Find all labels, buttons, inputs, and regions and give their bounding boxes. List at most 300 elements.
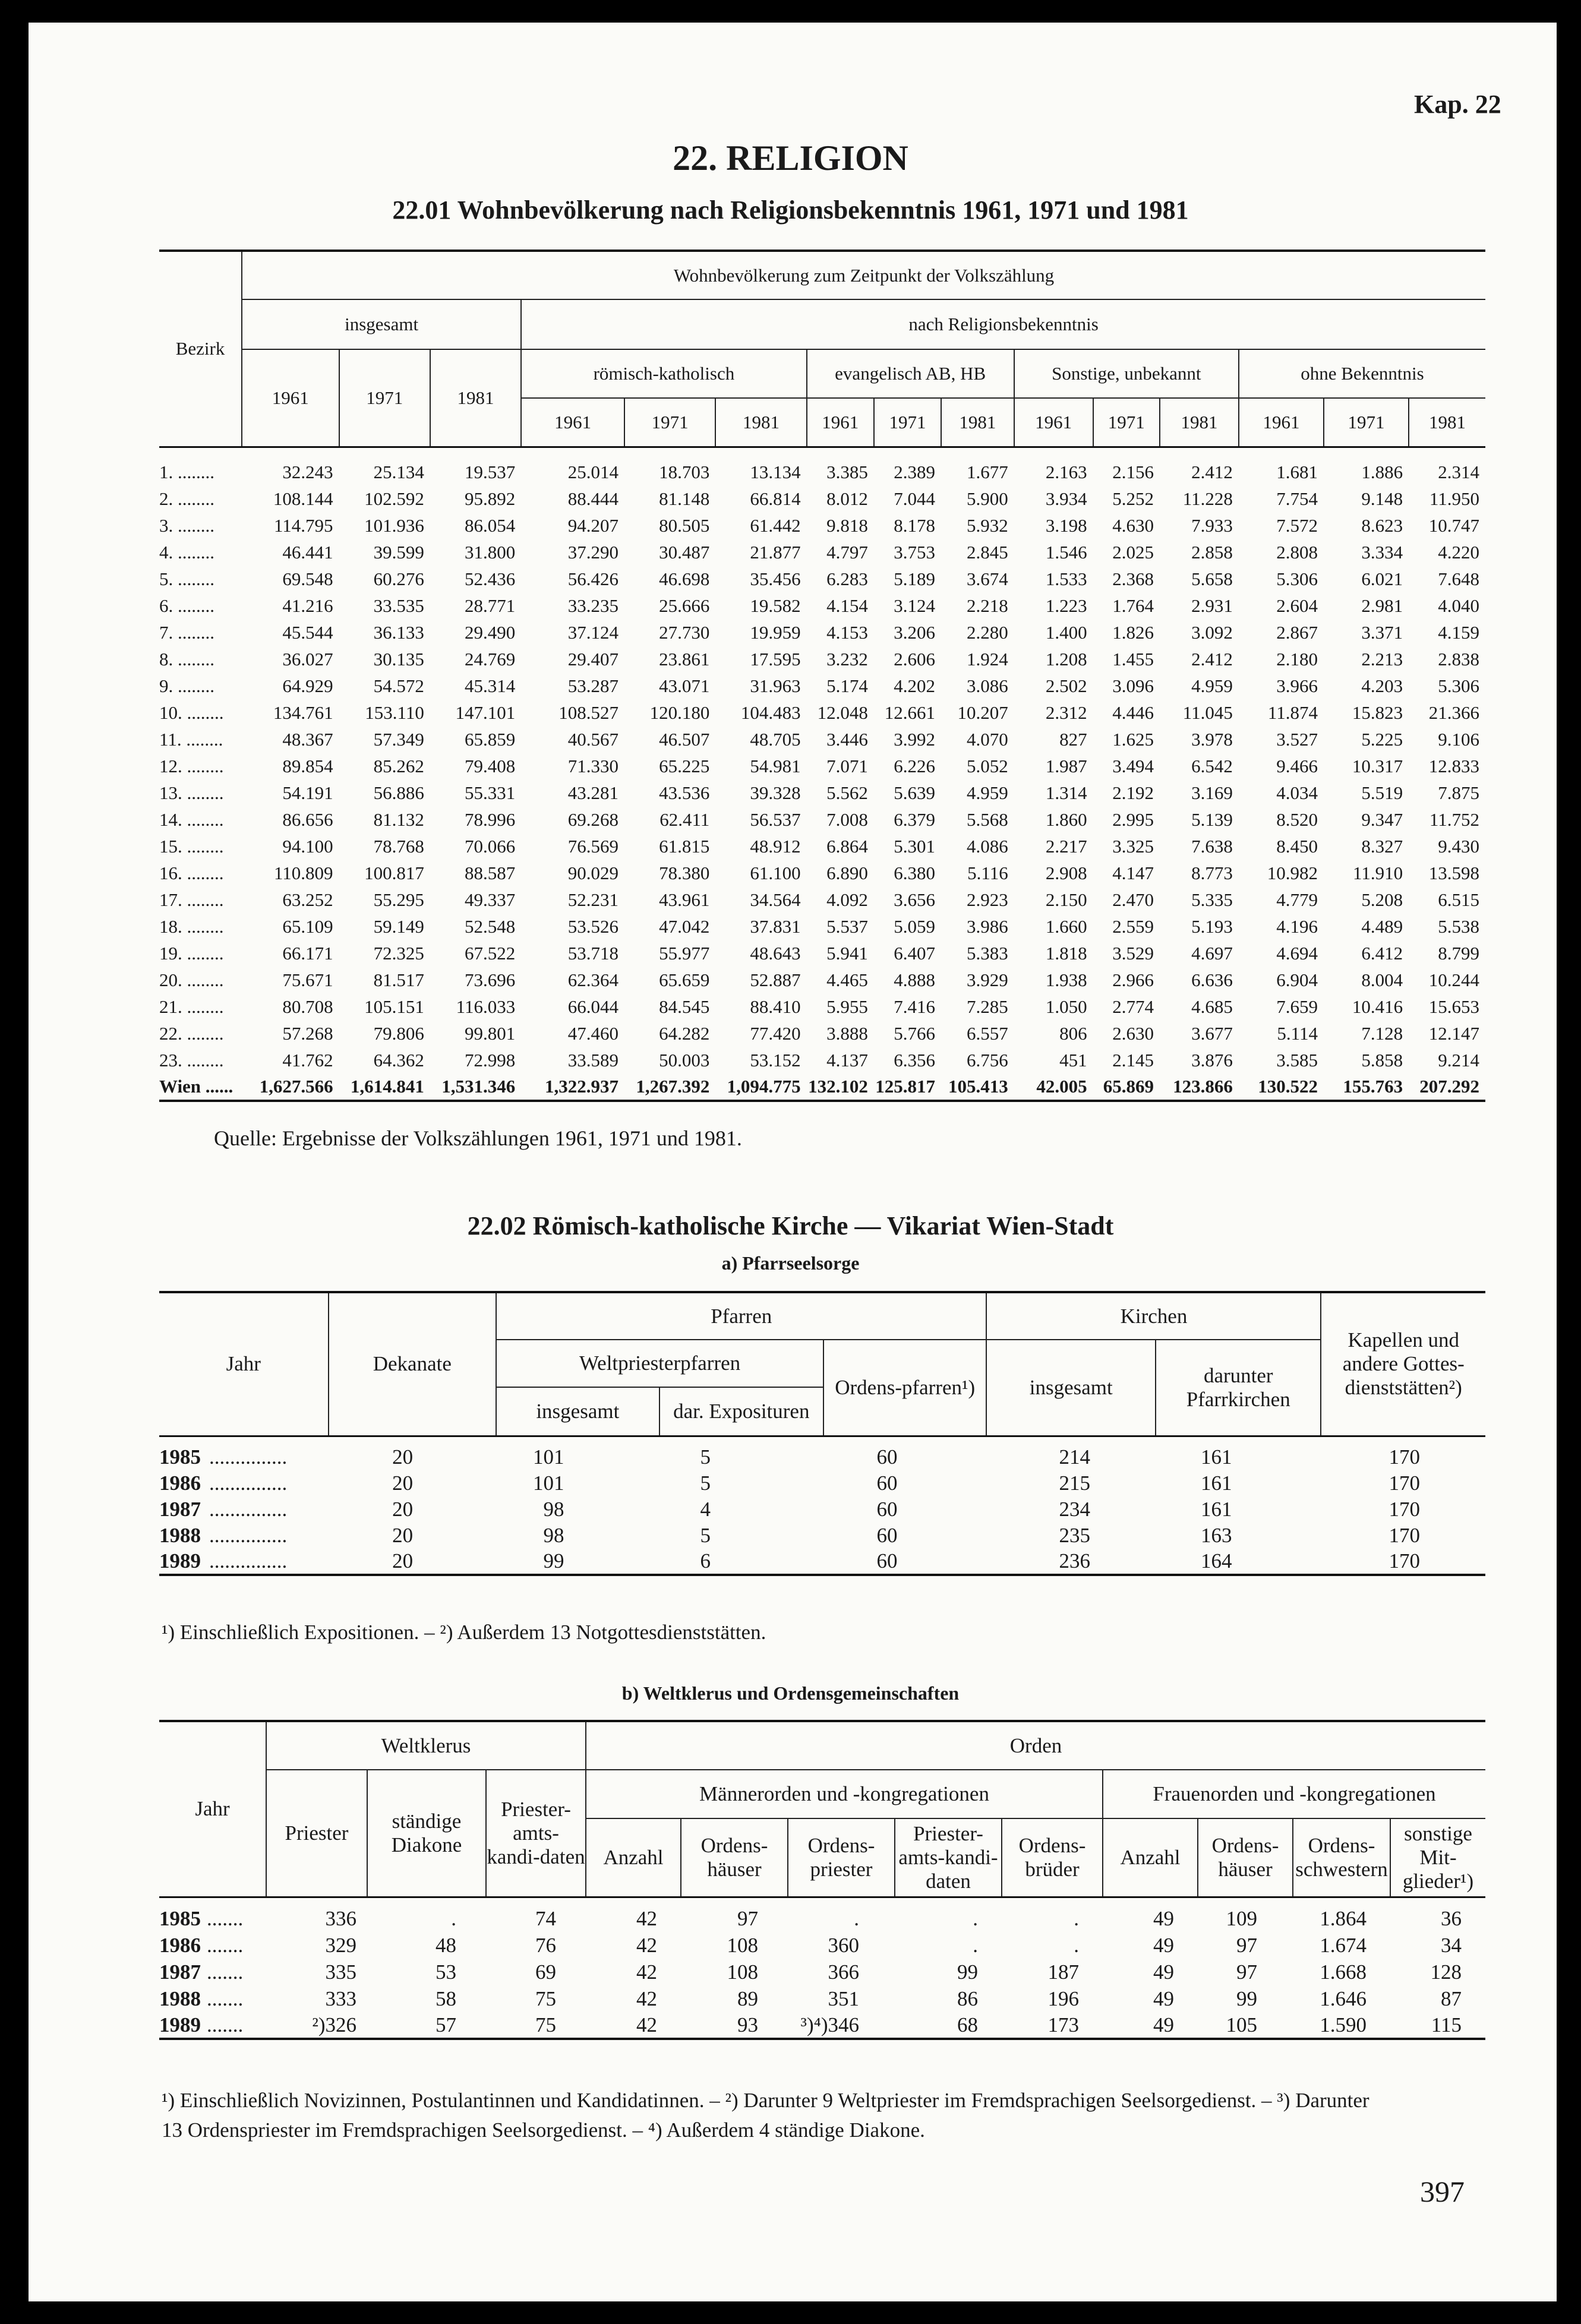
- leader-dots: .......: [207, 1960, 244, 1984]
- value-cell: 43.961: [659, 889, 710, 910]
- year-header: 1981: [430, 349, 521, 447]
- population-table: [159, 250, 1485, 1102]
- table-row: [159, 993, 1485, 1020]
- value-cell: 80.505: [659, 514, 710, 536]
- value-cell: 2.150: [1045, 889, 1087, 910]
- district-label: 23. ........: [159, 1049, 224, 1071]
- year-cell: [159, 1905, 266, 1932]
- value-cell: 6.379: [894, 809, 936, 830]
- value-cell: 1.764: [1112, 595, 1154, 616]
- value-cell: 3.934: [1045, 488, 1087, 509]
- value-cell: 336: [325, 1906, 356, 1930]
- value-cell: 45.544: [282, 621, 333, 643]
- value-cell: 10.982: [1267, 862, 1318, 883]
- value-cell: 2.163: [1045, 461, 1087, 482]
- value-cell: 69.268: [567, 809, 618, 830]
- value-cell: 30.135: [373, 648, 424, 670]
- value-cell: 163: [1200, 1524, 1232, 1547]
- value-cell: 2.966: [1112, 969, 1154, 990]
- col-header: sonstige Mit-glieder¹): [1390, 1818, 1485, 1897]
- table2-footnote: ¹) Einschließlich Expositionen. – ²) Außerdem 13 Notgottesdienststätten.: [162, 1621, 766, 1644]
- value-cell: 3.385: [826, 461, 868, 482]
- value-cell: 66.044: [567, 996, 618, 1017]
- table-row: [159, 1470, 1485, 1496]
- value-cell: 60.276: [373, 568, 424, 589]
- value-cell: 8.799: [1438, 942, 1479, 964]
- value-cell: 95.892: [464, 488, 516, 509]
- table-row: [159, 1959, 1485, 1985]
- value-cell: 5.519: [1361, 782, 1403, 803]
- table-row: [159, 539, 1485, 566]
- value-cell: 89: [737, 1987, 758, 2010]
- value-cell: 4.779: [1276, 889, 1318, 910]
- value-cell: 2.470: [1112, 889, 1154, 910]
- value-cell: 52.436: [464, 568, 516, 589]
- total-cell: 105.413: [941, 1073, 1014, 1101]
- col-header: Priester-amts-kandi-daten: [895, 1818, 1002, 1897]
- table-row: [159, 1444, 1485, 1470]
- value-cell: 60: [876, 1498, 898, 1521]
- value-cell: 10.747: [1428, 514, 1479, 536]
- value-cell: 4.203: [1361, 675, 1403, 696]
- spacer-row: [159, 1436, 1485, 1444]
- value-cell: 173: [1002, 2012, 1103, 2039]
- value-cell: 10.244: [1428, 969, 1479, 990]
- value-cell: 55.331: [464, 782, 516, 803]
- total-cell: 130.522: [1239, 1073, 1324, 1101]
- value-cell: 7.416: [894, 996, 936, 1017]
- value-cell: 79.408: [464, 755, 516, 776]
- value-cell: 52.548: [464, 915, 516, 937]
- value-cell: 36: [1441, 1906, 1462, 1930]
- value-cell: 170: [1388, 1524, 1420, 1547]
- year-cell: [159, 1523, 329, 1549]
- value-cell: 1.533: [1045, 568, 1087, 589]
- value-cell: 2.312: [1045, 702, 1087, 723]
- table-row: [159, 1496, 1485, 1523]
- value-cell: 2.845: [966, 541, 1008, 563]
- value-cell: 1.455: [1112, 648, 1154, 670]
- year-label: 1987: [159, 1498, 201, 1521]
- value-cell: 87: [1441, 1987, 1462, 2010]
- total-cell: 207.292: [1409, 1073, 1485, 1101]
- ordenspfarren-header: Ordens-pfarren¹): [823, 1340, 986, 1436]
- value-cell: 6.890: [826, 862, 868, 883]
- value-cell: 48: [436, 1933, 456, 1957]
- pfarrkirchen-header: darunter Pfarrkirchen: [1156, 1340, 1321, 1436]
- value-cell: 88.444: [567, 488, 618, 509]
- total-cell: 42.005: [1014, 1073, 1093, 1101]
- value-cell: 3.334: [1361, 541, 1403, 563]
- value-cell: 4.797: [826, 541, 868, 563]
- value-cell: 100.817: [364, 862, 424, 883]
- value-cell: 170: [1388, 1445, 1420, 1469]
- value-cell: 4.154: [826, 595, 868, 616]
- value-cell: 70.066: [464, 835, 516, 857]
- value-cell: 1.546: [1045, 541, 1087, 563]
- col-header: Anzahl: [1103, 1818, 1198, 1897]
- year-subheader: 1981: [1409, 398, 1485, 447]
- value-cell: 5.383: [966, 942, 1008, 964]
- value-cell: 97: [1236, 1960, 1257, 1984]
- value-cell: 11.045: [1182, 702, 1233, 723]
- district-label: 5. ........: [159, 568, 214, 589]
- value-cell: 4.685: [1191, 996, 1233, 1017]
- value-cell: 7.659: [1276, 996, 1318, 1017]
- total-cell: 1,267.392: [624, 1073, 715, 1101]
- value-cell: 20: [392, 1524, 414, 1547]
- value-cell: 1.208: [1045, 648, 1087, 670]
- value-cell: 97: [1236, 1933, 1257, 1957]
- value-cell: 5.189: [894, 568, 936, 589]
- value-cell: 36.133: [373, 621, 424, 643]
- value-cell: 94.100: [282, 835, 333, 857]
- pfarrseelsorge-table: [159, 1291, 1485, 1576]
- year-cell: [159, 1470, 329, 1496]
- value-cell: 5.568: [966, 809, 1008, 830]
- value-cell: 2.412: [1191, 648, 1233, 670]
- value-cell: 41.216: [282, 595, 333, 616]
- col-header: Priester: [266, 1770, 367, 1897]
- maennerorden-header: Männerorden und -kongregationen: [586, 1770, 1103, 1818]
- value-cell: 101: [533, 1472, 564, 1495]
- value-cell: 46.507: [659, 728, 710, 750]
- value-cell: 2.389: [894, 461, 936, 482]
- district-label: 15. ........: [159, 835, 224, 857]
- table-row: [159, 459, 1485, 485]
- value-cell: 74: [535, 1906, 556, 1930]
- value-cell: 5: [700, 1472, 711, 1495]
- spacer-cell: [159, 1436, 1485, 1444]
- value-cell: 12.833: [1428, 755, 1479, 776]
- value-cell: 94.207: [567, 514, 618, 536]
- value-cell: 43.536: [659, 782, 710, 803]
- value-cell: 11.910: [1353, 862, 1403, 883]
- bezirk-header: Bezirk: [159, 251, 242, 447]
- value-cell: 1.938: [1045, 969, 1087, 990]
- total-cell: 123.866: [1160, 1073, 1239, 1101]
- value-cell: 11.228: [1182, 488, 1233, 509]
- value-cell: 46.441: [282, 541, 333, 563]
- value-cell: 25.666: [659, 595, 710, 616]
- value-cell: 234: [1059, 1498, 1090, 1521]
- col-header: Anzahl: [586, 1818, 681, 1897]
- value-cell: 3.096: [1112, 675, 1154, 696]
- value-cell: 65.859: [464, 728, 516, 750]
- district-label: 7. ........: [159, 621, 214, 643]
- value-cell: 2.838: [1438, 648, 1479, 670]
- value-cell: 1.314: [1045, 782, 1087, 803]
- value-cell: 60: [823, 1549, 986, 1575]
- value-cell: 57.268: [282, 1022, 333, 1044]
- value-cell: 20: [392, 1445, 414, 1469]
- value-cell: 2.858: [1191, 541, 1233, 563]
- spacer-cell: [159, 1897, 1485, 1905]
- value-cell: 86: [957, 1987, 978, 2010]
- value-cell: 7.071: [826, 755, 868, 776]
- total-cell: 1,094.775: [715, 1073, 806, 1101]
- value-cell: 88.410: [750, 996, 801, 1017]
- value-cell: 5.932: [966, 514, 1008, 536]
- value-cell: 69.548: [282, 568, 333, 589]
- value-cell: .: [1074, 1933, 1079, 1957]
- value-cell: 86.656: [282, 809, 333, 830]
- value-cell: 11.874: [1267, 702, 1318, 723]
- district-label: 21. ........: [159, 996, 224, 1017]
- value-cell: 2.280: [966, 621, 1008, 643]
- value-cell: 1.050: [1045, 996, 1087, 1017]
- total-cell: 1,531.346: [430, 1073, 521, 1101]
- value-cell: 97: [737, 1906, 758, 1930]
- value-cell: 62.364: [567, 969, 618, 990]
- value-cell: 35.456: [750, 568, 801, 589]
- kapellen-header: Kapellen und andere Gottes-dienststätten²): [1321, 1292, 1485, 1436]
- year-label: 1988: [159, 1524, 201, 1547]
- value-cell: 62.411: [659, 809, 710, 830]
- frauenorden-header: Frauenorden und -kongregationen: [1103, 1770, 1485, 1818]
- value-cell: 8.004: [1361, 969, 1403, 990]
- value-cell: 23.861: [659, 648, 710, 670]
- value-cell: 89.854: [282, 755, 333, 776]
- value-cell: 81.148: [659, 488, 710, 509]
- table3-footnote-line2: 13 Ordenspriester im Fremdsprachigen Seelsorgedienst. – ⁴) Außerdem 4 ständige Diakone.: [162, 2118, 925, 2142]
- value-cell: 78.996: [464, 809, 516, 830]
- value-cell: 10.416: [1352, 996, 1403, 1017]
- value-cell: 33.589: [567, 1049, 618, 1071]
- col-header: Ordens-häuser: [1198, 1818, 1293, 1897]
- year-subheader: 1971: [1324, 398, 1409, 447]
- value-cell: 25.014: [567, 461, 618, 482]
- value-cell: 3.888: [826, 1022, 868, 1044]
- table-row: [159, 592, 1485, 619]
- total-label: Wien ......: [159, 1073, 242, 1101]
- year-subheader: 1981: [715, 398, 806, 447]
- value-cell: 4.070: [966, 728, 1008, 750]
- value-cell: 20: [392, 1472, 414, 1495]
- value-cell: 60: [876, 1445, 898, 1469]
- value-cell: 196: [1047, 1987, 1079, 2010]
- value-cell: 72.325: [373, 942, 424, 964]
- col-header: Ordens-schwestern: [1293, 1818, 1390, 1897]
- nach-header: nach Religionsbekenntnis: [521, 299, 1485, 349]
- value-cell: 101.936: [364, 514, 424, 536]
- value-cell: 8.773: [1191, 862, 1233, 883]
- value-cell: 19.959: [750, 621, 801, 643]
- district-label: 2. ........: [159, 488, 214, 509]
- value-cell: 366: [828, 1960, 859, 1984]
- value-cell: 46.698: [659, 568, 710, 589]
- value-cell: 85.262: [373, 755, 424, 776]
- value-cell: 19.582: [750, 595, 801, 616]
- value-cell: 5: [700, 1445, 711, 1469]
- value-cell: 1.860: [1045, 809, 1087, 830]
- value-cell: 47.042: [659, 915, 710, 937]
- value-cell: 3.527: [1276, 728, 1318, 750]
- table-row: [159, 1549, 1485, 1575]
- table-row: [159, 806, 1485, 833]
- table-row: [159, 485, 1485, 512]
- value-cell: 5.562: [826, 782, 868, 803]
- col-header: Ordens-brüder: [1002, 1818, 1103, 1897]
- value-cell: 57.349: [373, 728, 424, 750]
- value-cell: 6.407: [894, 942, 936, 964]
- value-cell: 827: [1059, 728, 1087, 750]
- value-cell: 2.559: [1112, 915, 1154, 937]
- value-cell: 2.630: [1112, 1022, 1154, 1044]
- district-label: 22. ........: [159, 1022, 224, 1044]
- expositionen-header: dar. Exposituren: [659, 1387, 823, 1436]
- value-cell: 99: [957, 1960, 978, 1984]
- value-cell: 57: [367, 2012, 486, 2039]
- table-row: [159, 1523, 1485, 1549]
- value-cell: 42: [636, 1960, 657, 1984]
- source-note: Quelle: Ergebnisse der Volkszählungen 1961, 1971 und 1981.: [214, 1126, 742, 1150]
- value-cell: 3.446: [826, 728, 868, 750]
- klerus-table: [159, 1720, 1485, 2040]
- value-cell: 5.225: [1361, 728, 1403, 750]
- value-cell: 5.193: [1191, 915, 1233, 937]
- value-cell: 1.660: [1045, 915, 1087, 937]
- value-cell: 134.761: [273, 702, 333, 723]
- orden-header: Orden: [586, 1721, 1485, 1770]
- value-cell: 39.599: [373, 541, 424, 563]
- group-header: Sonstige, unbekannt: [1014, 349, 1239, 398]
- value-cell: 5.116: [967, 862, 1008, 883]
- district-label: 12. ........: [159, 755, 224, 776]
- value-cell: 1.400: [1045, 621, 1087, 643]
- value-cell: 3.656: [894, 889, 936, 910]
- value-cell: 5.052: [966, 755, 1008, 776]
- value-cell: 1.864: [1320, 1906, 1367, 1930]
- value-cell: 8.012: [826, 488, 868, 509]
- leader-dots: ...............: [209, 1524, 288, 1547]
- value-cell: 19.537: [464, 461, 516, 482]
- value-cell: 21.366: [1428, 702, 1479, 723]
- value-cell: 98: [543, 1524, 564, 1547]
- value-cell: 4.202: [894, 675, 936, 696]
- value-cell: 109: [1226, 1906, 1257, 1930]
- top-header: Wohnbevölkerung zum Zeitpunkt der Volkszählung: [242, 251, 1485, 299]
- value-cell: 806: [1059, 1022, 1087, 1044]
- kirchen-header: Kirchen: [986, 1292, 1321, 1340]
- value-cell: 3.929: [966, 969, 1008, 990]
- page-number: 397: [1420, 2175, 1465, 2208]
- value-cell: 3.371: [1361, 621, 1403, 643]
- weltklerus-header: Weltklerus: [266, 1721, 586, 1770]
- value-cell: 2.192: [1112, 782, 1154, 803]
- table-row: [159, 860, 1485, 886]
- table-row: [159, 1020, 1485, 1047]
- value-cell: 4.220: [1438, 541, 1479, 563]
- table-row: [159, 512, 1485, 539]
- value-cell: 4.040: [1438, 595, 1479, 616]
- value-cell: 9.430: [1438, 835, 1479, 857]
- value-cell: 5.208: [1361, 889, 1403, 910]
- value-cell: 235: [1059, 1524, 1090, 1547]
- value-cell: .: [973, 1906, 978, 1930]
- value-cell: 15.653: [1428, 996, 1479, 1017]
- value-cell: 13.598: [1428, 862, 1479, 883]
- value-cell: 99.801: [464, 1022, 516, 1044]
- value-cell: 53.526: [567, 915, 618, 937]
- value-cell: 99: [496, 1549, 659, 1575]
- value-cell: 69: [535, 1960, 556, 1984]
- value-cell: 5.114: [1277, 1022, 1318, 1044]
- value-cell: 1.674: [1320, 1933, 1367, 1957]
- value-cell: 50.003: [659, 1049, 710, 1071]
- value-cell: 108.144: [273, 488, 333, 509]
- value-cell: 6.380: [894, 862, 936, 883]
- dekanate-header: Dekanate: [329, 1292, 497, 1436]
- value-cell: 32.243: [282, 461, 333, 482]
- total-row: [159, 1073, 1485, 1101]
- value-cell: 1.590: [1293, 2012, 1390, 2039]
- group-header: ohne Bekenntnis: [1239, 349, 1485, 398]
- value-cell: 56.426: [567, 568, 618, 589]
- value-cell: 7.008: [826, 809, 868, 830]
- district-label: 8. ........: [159, 648, 214, 670]
- value-cell: 1.677: [966, 461, 1008, 482]
- table-row: [159, 646, 1485, 672]
- value-cell: 93: [681, 2012, 788, 2039]
- leader-dots: .......: [207, 1987, 244, 2010]
- value-cell: 5.538: [1438, 915, 1479, 937]
- value-cell: 1.886: [1361, 461, 1403, 482]
- jahr-header: Jahr: [159, 1721, 266, 1897]
- table-row: [159, 726, 1485, 753]
- value-cell: 90.029: [567, 862, 618, 883]
- year-cell: [159, 1549, 329, 1575]
- total-cell: 155.763: [1324, 1073, 1409, 1101]
- value-cell: 49: [1153, 1906, 1174, 1930]
- value-cell: 1.826: [1112, 621, 1154, 643]
- value-cell: 6.226: [894, 755, 936, 776]
- value-cell: 9.347: [1361, 809, 1403, 830]
- value-cell: 3.169: [1191, 782, 1233, 803]
- value-cell: 12.661: [884, 702, 936, 723]
- value-cell: 110.809: [273, 862, 333, 883]
- value-cell: 98: [543, 1498, 564, 1521]
- value-cell: 79.806: [373, 1022, 424, 1044]
- value-cell: 56.537: [750, 809, 801, 830]
- group-header: römisch-katholisch: [521, 349, 806, 398]
- kirchen-insgesamt-header: insgesamt: [986, 1340, 1156, 1436]
- district-label: 19. ........: [159, 942, 224, 964]
- value-cell: 4.147: [1112, 862, 1154, 883]
- value-cell: 6.904: [1276, 969, 1318, 990]
- value-cell: 3.206: [894, 621, 936, 643]
- col-header: Ordens-priester: [788, 1818, 895, 1897]
- value-cell: 47.460: [567, 1022, 618, 1044]
- value-cell: 3.086: [966, 675, 1008, 696]
- value-cell: 36.027: [282, 648, 333, 670]
- table-row: [159, 619, 1485, 646]
- value-cell: 5.174: [826, 675, 868, 696]
- value-cell: 7.572: [1276, 514, 1318, 536]
- district-label: 17. ........: [159, 889, 224, 910]
- value-cell: 6.515: [1438, 889, 1479, 910]
- value-cell: 1.818: [1045, 942, 1087, 964]
- total-cell: 1,627.566: [242, 1073, 339, 1101]
- value-cell: 24.769: [464, 648, 516, 670]
- value-cell: 7.933: [1191, 514, 1233, 536]
- value-cell: 4.465: [826, 969, 868, 990]
- table-row: [159, 753, 1485, 779]
- value-cell: 37.290: [567, 541, 618, 563]
- value-cell: 2.156: [1112, 461, 1154, 482]
- value-cell: 75: [486, 2012, 586, 2039]
- total-cell: 132.102: [807, 1073, 874, 1101]
